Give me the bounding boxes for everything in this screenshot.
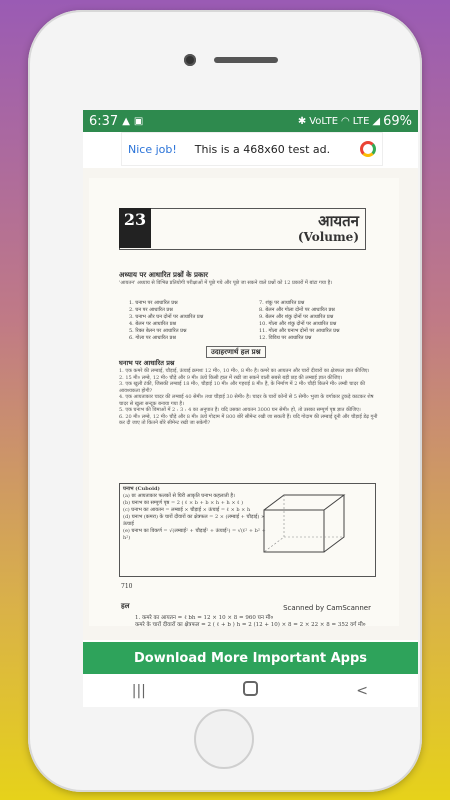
document-viewer[interactable] [83,168,418,640]
app-screen [83,110,418,707]
scanned-page [89,178,399,626]
topic-item: 4. बेलन पर आधारित प्रश्न [129,321,177,327]
physical-home-button[interactable] [194,709,254,769]
solution-label: हल [121,602,130,610]
scanned-by-watermark: Scanned by CamScanner [283,604,371,612]
battery-percent: 69% [383,113,412,129]
ad-banner[interactable] [121,132,383,166]
section-heading: अध्याय पर आधारित प्रश्नों के प्रकार [119,270,209,279]
chapter-number: 23 [119,208,151,248]
vibrate-icon: ✱ [297,115,307,127]
chapter-title-english: (Volume) [297,230,359,244]
examples-heading: उदाहरणार्थ हल प्रश्न [206,346,266,358]
question-item: 6. 20 मी० लम्बे, 12 मी० चौड़े और 8 मी० ऊंचे गोदाम में 800 बोरे सीमेन्ट रखी जा सकती हैं। यदि गोदाम की लम्बाई दूनी और चौड़ाई डेढ़ गुनी कर दी जाए तो कितने बोरे सीमेन्ट रखी जा सकेगी? [119,413,378,426]
cuboid-line: (b) घनाभ का सम्पूर्ण पृष्ठ = 2 ( ℓ × b + b × h + h × ℓ ) [123,500,244,506]
earpiece-speaker [214,57,278,63]
cuboid-diagram [259,490,354,560]
solution-line: कमरे के चारों दीवारों का क्षेत्रफल = 2 ( ℓ + b ) h = 2 (12 + 10) × 8 = 2 × 22 × 8 = 352 वर्ग मी० [135,622,366,628]
signal-icon: ◢ [372,115,381,127]
recent-apps-button[interactable]: ||| [131,682,146,699]
question-group-heading: घनाभ पर आधारित प्रश्न [119,359,175,367]
chapter-title-hindi: आयतन [318,212,359,230]
topic-item: 9. बेलन और शंकु दोनों पर आधारित प्रश्न [259,314,334,320]
download-apps-button[interactable]: Download More Important Apps [83,642,418,674]
ad-nice-text: Nice job! [128,142,177,156]
phone-frame [28,10,422,792]
ad-logo-icon [360,141,376,157]
cuboid-formulas [123,486,273,542]
question-item: 1. एक कमरे की लम्बाई, चौड़ाई, ऊंचाई क्रमशः 12 मी०, 10 मी०, 8 मी० है। कमरे का आयतन और चारों दीवारों का क्षेत्रफल ज्ञात कीजिए। [119,368,370,374]
page-number: 710 [121,583,133,590]
topic-item: 8. बेलन और गोला दोनों पर आधारित प्रश्न [259,307,335,313]
question-item: 2. 15 मी० लम्बे, 12 मी० चौड़े और 9 मी० ऊंचे किसी हाल में रखी जा सकने वाली सबसे बड़ी छड़ की लम्बाई ज्ञात कीजिए। [119,374,343,381]
topic-item: 11. गोला और घनाभ दोनों पर आधारित प्रश्न [259,328,340,334]
topic-item: 1. घनाभ पर आधारित प्रश्न [129,300,178,306]
cuboid-line: (a) छः आयताकार फलकों से घिरी आकृति घनाभ कहलाती है। [123,493,235,499]
topic-item: 5. रिक्त बेलन पर आधारित प्रश्न [129,328,187,334]
system-nav-bar [83,674,418,707]
home-button[interactable] [230,681,270,700]
lte-label: LTE [352,115,370,127]
back-button[interactable]: < [356,682,368,699]
cuboid-line: (e) घनाभ का विकर्ण = √(लम्बाई² + चौड़ाई² + ऊंचाई²) = √(ℓ² + b² + h²) [123,528,266,541]
question-item: 4. एक आयताकार चादर की लम्बाई 40 सेमी० तथा चौड़ाई 30 सेमी० है। चादर के चारों कोनों से 5 सेमी० भुजा के वर्गाकार टुकड़े काटकर शेष चादर से खुला सन्दूक बनाया गया है। [119,394,374,407]
solution-line: 1. कमरे का आयतन = ℓ bh = 12 × 10 × 8 = 960 घन मी० [135,615,274,621]
cuboid-line: (d) घनाभ (कमरा) के चारों दीवारों का क्षेत्रफल = 2 × (लम्बाई + चौड़ाई) × ऊंचाई [123,514,266,527]
topic-item: 10. गोला और शंकु दोनों पर आधारित प्रश्न [259,321,337,327]
status-bar [83,110,418,132]
question-list [119,368,379,427]
topic-item: 12. विविध पर आधारित प्रश्न [259,335,312,341]
question-item: 5. एक घनाभ की विमाओं में 2 : 3 : 4 का अनुपात है। यदि उसका आयतन 3000 घन सेमी० हो, तो उसका सम्पूर्ण पृष्ठ ज्ञात कीजिए। [119,407,361,413]
volte-label: VoLTE [309,115,339,127]
topic-item: 7. शंकु पर आधारित प्रश्न [259,300,305,306]
ad-message: This is a 468x60 test ad. [194,142,331,156]
topic-list [129,300,379,342]
solution-text [135,615,405,629]
notification-icon: ▲ [122,115,130,127]
cuboid-line: (c) घनाभ का आयतन = लम्बाई × चौड़ाई × ऊंचाई = ℓ × b × h [123,507,251,513]
front-camera [184,54,196,66]
topic-item: 6. गोला पर आधारित प्रश्न [129,335,176,341]
image-icon: ▣ [133,115,144,127]
wifi-icon: ◠ [341,115,350,127]
topic-item: 3. घनाभ और घन दोनों पर आधारित प्रश्न [129,314,204,320]
question-item: 3. एक खुली टंकी, जिसकी लम्बाई 18 मी०, चौड़ाई 10 मी० और गहराई 8 मी० है, के निर्माण में 2 मी० चौड़ी कितने मी० लम्बी चादर की आवश्यकता होगी? [119,381,365,394]
status-icons [298,114,412,129]
topic-item: 2. घन पर आधारित प्रश्न [129,307,173,313]
intro-paragraph: 'आयतन' अध्याय से विभिन्न प्रतियोगी परीक्षाओं में पूछे गये और पूछे जा सकने वाले प्रश्नों को 12 प्रकारों में बांटा गया है। [119,280,333,286]
cuboid-line: घनाभ (Cuboid) [123,486,160,492]
status-time: 6:37 [89,113,119,129]
home-icon [243,681,258,696]
